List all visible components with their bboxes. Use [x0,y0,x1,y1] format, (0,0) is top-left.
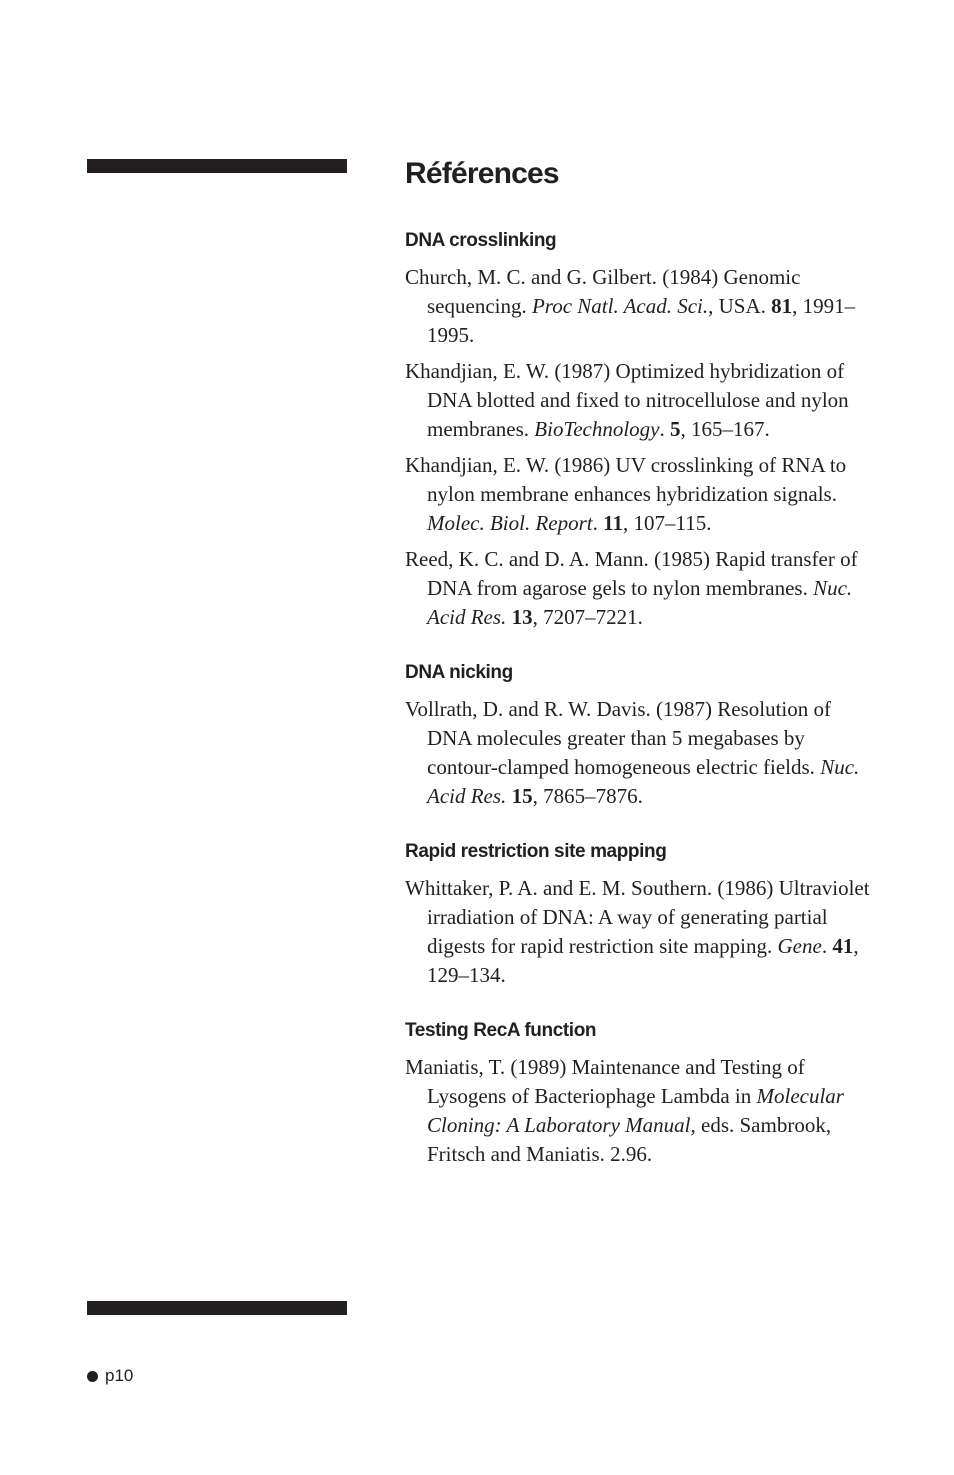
reference-item: Whittaker, P. A. and E. M. Southern. (1986) Ultraviolet irradiation of DNA: A way of generating partial digests for rapid restriction site mapping. Gene. 41, 129–134. [405,876,870,987]
top-rule [87,159,347,173]
reference-item: Khandjian, E. W. (1987) Optimized hybridization of DNA blotted and fixed to nitrocellulose and nylon membranes. BioTechnology. 5, 165–167. [405,359,849,441]
page-title: Références [405,157,559,190]
section-dna-crosslinking [405,228,880,632]
section-testing-reca-function [405,1018,880,1169]
section-heading: DNA nicking [405,662,513,683]
reference-item: Khandjian, E. W. (1986) UV crosslinking of RNA to nylon membrane enhances hybridization signals. Molec. Biol. Report. 11, 107–115. [405,453,847,535]
bottom-rule [87,1301,347,1315]
page-footer [87,1366,133,1386]
references-content [405,150,880,1176]
section-heading: Rapid restriction site mapping [405,841,667,862]
section-rapid-restriction-site-mapping [405,839,880,990]
bullet-icon [87,1371,98,1382]
reference-item: Vollrath, D. and R. W. Davis. (1987) Resolution of DNA molecules greater than 5 megabases by contour-clamped homogeneous electric fields. Nuc. Acid Res. 15, 7865–7876. [405,697,860,808]
section-heading: Testing RecA function [405,1020,597,1041]
reference-item: Reed, K. C. and D. A. Mann. (1985) Rapid transfer of DNA from agarose gels to nylon membranes. Nuc. Acid Res. 13, 7207–7221. [405,547,858,629]
page-number: p10 [105,1366,134,1385]
section-heading: DNA crosslinking [405,230,557,251]
reference-item: Church, M. C. and G. Gilbert. (1984) Genomic sequencing. Proc Natl. Acad. Sci., USA. 81, 1991–1995. [405,265,856,347]
section-dna-nicking [405,660,880,811]
reference-item: Maniatis, T. (1989) Maintenance and Testing of Lysogens of Bacteriophage Lambda in Molecular Cloning: A Laboratory Manual, eds. Sambrook, Fritsch and Maniatis. 2.96. [405,1055,844,1166]
